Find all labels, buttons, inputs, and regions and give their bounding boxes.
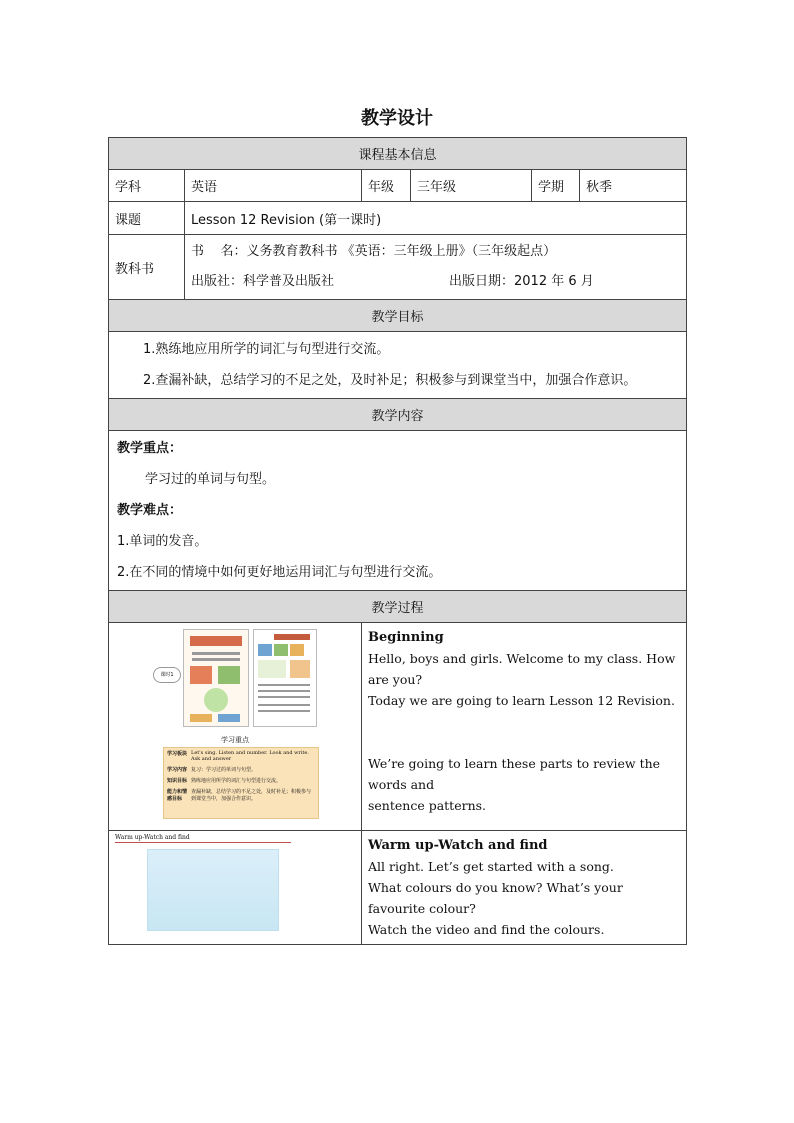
topic-value: Lesson 12 Revision (第一课时) xyxy=(185,202,687,235)
textbook-page-image xyxy=(253,629,317,727)
step-title: Beginning xyxy=(368,630,444,645)
step-line: What colours do you know? What’s your favourite colour? xyxy=(368,880,623,916)
focus-row: 学习板块 Let's sing. Listen and number. Look and write. Ask and answer xyxy=(167,750,309,762)
slide-title: Warm up-Watch and find xyxy=(115,834,190,841)
subject-value: 英语 xyxy=(185,170,362,202)
step-title: Warm up-Watch and find xyxy=(368,838,548,853)
textbook-info xyxy=(185,235,687,300)
objective-item: 2.查漏补缺，总结学习的不足之处，及时补足；积极参与到课堂当中，加强合作意识。 xyxy=(143,373,637,388)
difficulty-label: 教学难点： xyxy=(117,503,183,518)
slide-warmup xyxy=(109,831,297,935)
objectives-header: 教学目标 xyxy=(109,300,687,332)
pub-date: 出版日期：2012 年 6 月 xyxy=(449,274,594,289)
objective-item: 1.熟练地应用所学的词汇与句型进行交流。 xyxy=(143,342,390,357)
lesson-plan-table xyxy=(108,137,687,945)
basic-info-header: 课程基本信息 xyxy=(109,138,687,170)
publisher: 出版社：科学普及出版社 xyxy=(191,274,335,289)
step-line: Hello, boys and girls. Welcome to my class. How are you? xyxy=(368,651,676,687)
textbook-label: 教科书 xyxy=(109,235,185,300)
focus-row: 知识目标 熟练地应用所学的词汇与句型进行交流。 xyxy=(167,778,282,784)
step-beginning-text xyxy=(362,623,687,831)
process-header: 教学过程 xyxy=(109,591,687,623)
lesson-badge: 课时1 xyxy=(153,667,181,683)
difficulty-item: 2.在不同的情境中如何更好地运用词汇与句型进行交流。 xyxy=(117,565,442,580)
content-header: 教学内容 xyxy=(109,399,687,431)
page-title: 教学设计 xyxy=(361,108,433,129)
step-line: We’re going to learn these parts to review the words and xyxy=(368,756,661,792)
grade-label: 年级 xyxy=(362,170,411,202)
textbook-page-image xyxy=(183,629,249,727)
step-line: All right. Let’s get started with a song. xyxy=(368,859,614,874)
step-spacer xyxy=(368,711,680,753)
video-placeholder[interactable] xyxy=(147,849,279,931)
step-line: sentence patterns. xyxy=(368,798,487,813)
slide-thumbnail-warmup xyxy=(109,831,362,945)
term-value: 秋季 xyxy=(580,170,687,202)
textbook-name: 书 名：义务教育教科书 《英语：三年级上册》（三年级起点） xyxy=(191,244,557,259)
textbook-publisher-row xyxy=(191,267,680,297)
grade-value: 三年级 xyxy=(411,170,532,202)
topic-label: 课题 xyxy=(109,202,185,235)
content-body xyxy=(109,431,687,591)
key-points-text: 学习过的单词与句型。 xyxy=(145,472,276,487)
objectives-body xyxy=(109,332,687,399)
focus-row: 能力和情感目标 查漏补缺，总结学习的不足之处，及时补足；积极参与到课堂当中，加强合作意识。 xyxy=(167,789,312,802)
slide-divider xyxy=(115,842,291,843)
focus-box xyxy=(163,747,319,819)
difficulty-item: 1.单词的发音。 xyxy=(117,534,208,549)
step-line: Watch the video and find the colours. xyxy=(368,922,605,937)
slide-thumbnail-beginning xyxy=(109,623,362,831)
slide-beginning xyxy=(141,623,329,829)
subject-label: 学科 xyxy=(109,170,185,202)
term-label: 学期 xyxy=(532,170,580,202)
focus-row: 学习内容 复习：学习过的单词与句型。 xyxy=(167,767,257,773)
key-points-label: 教学重点： xyxy=(117,441,183,456)
focus-title: 学习重点 xyxy=(221,736,249,744)
step-line: Today we are going to learn Lesson 12 Revision. xyxy=(368,693,675,708)
step-warmup-text xyxy=(362,831,687,945)
